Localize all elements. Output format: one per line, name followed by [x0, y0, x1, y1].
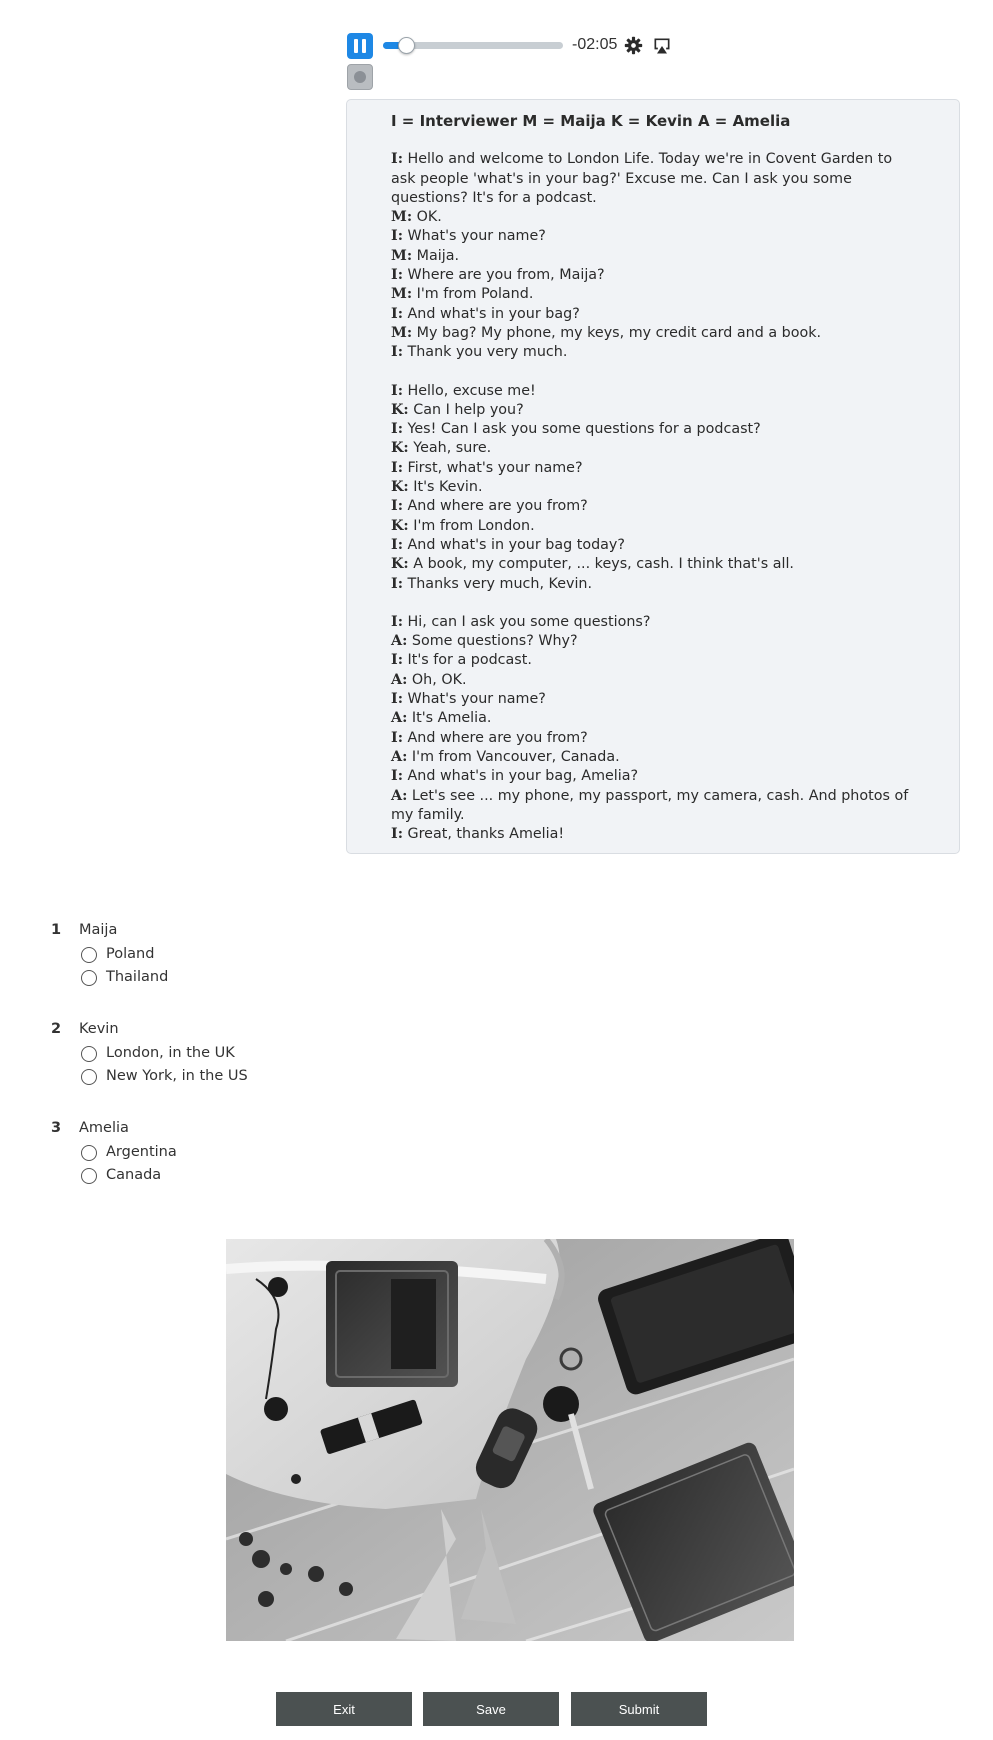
transcript-line — [391, 266, 919, 285]
option-label: Thailand — [106, 969, 169, 985]
speech-text: Hello, excuse me! — [407, 382, 536, 399]
transcript-line — [391, 517, 919, 536]
speech-text: Thank you very much. — [407, 344, 568, 361]
speech-text: What's your name? — [407, 228, 546, 245]
speech-text: I'm from Poland. — [416, 286, 534, 303]
speech-text: Some questions? Why? — [411, 633, 578, 650]
speaker-label: I: — [391, 691, 403, 708]
option-label: Argentina — [106, 1144, 177, 1160]
submit-button[interactable]: Submit — [571, 1692, 707, 1726]
speaker-label: I: — [391, 344, 403, 361]
option-label: Canada — [106, 1167, 162, 1183]
speaker-label: I: — [391, 151, 403, 168]
transcript-line — [391, 208, 919, 227]
speech-text: It's for a podcast. — [407, 652, 532, 669]
speech-text: And what's in your bag, Amelia? — [407, 768, 639, 785]
transcript-line — [391, 671, 919, 690]
airplay-icon[interactable] — [652, 36, 672, 56]
radio-button[interactable] — [81, 1046, 97, 1062]
transcript-line — [391, 439, 919, 458]
speech-text: And what's in your bag? — [407, 305, 580, 322]
radio-button[interactable] — [81, 970, 97, 986]
transcript-line — [391, 767, 919, 786]
time-remaining: -02:05 — [572, 36, 618, 53]
speaker-label: I: — [391, 459, 403, 476]
speech-text: Yeah, sure. — [413, 440, 492, 457]
transcript-line — [391, 478, 919, 497]
speaker-label: I: — [391, 613, 403, 630]
transcript-line — [391, 247, 919, 266]
question-number: 2 — [51, 1021, 62, 1037]
speech-text: Oh, OK. — [411, 671, 467, 688]
question-number: 3 — [51, 1120, 62, 1136]
audio-player — [347, 30, 677, 60]
speech-text: Great, thanks Amelia! — [407, 826, 565, 843]
radio-button[interactable] — [81, 947, 97, 963]
transcript-line — [391, 536, 919, 555]
speaker-label: M: — [391, 247, 413, 264]
transcript-section — [391, 613, 919, 845]
speaker-label: A: — [391, 710, 408, 727]
speech-text: Hello and welcome to London Life. Today we're in Covent Garden to ask people 'what's in your bag?' Excuse me. Can I ask you some questions? It's for a podcast. — [391, 151, 893, 206]
transcript-line — [391, 651, 919, 670]
speaker-label: M: — [391, 324, 413, 341]
speaker-label: K: — [391, 556, 409, 573]
speech-text: What's your name? — [407, 691, 546, 708]
speaker-label: I: — [391, 305, 403, 322]
speech-text: Thanks very much, Kevin. — [407, 575, 593, 592]
speaker-label: A: — [391, 748, 408, 765]
pause-icon — [354, 39, 358, 53]
speech-text: Yes! Can I ask you some questions for a podcast? — [407, 421, 761, 438]
transcript-line — [391, 459, 919, 478]
speaker-label: A: — [391, 633, 408, 650]
speech-text: It's Amelia. — [411, 710, 492, 727]
transcript-line — [391, 575, 919, 594]
transcript-line — [391, 150, 919, 208]
bag-contents-photo — [226, 1239, 794, 1641]
question-list — [48, 922, 548, 1219]
radio-button[interactable] — [81, 1168, 97, 1184]
speaker-label: I: — [391, 729, 403, 746]
speaker-label: K: — [391, 479, 409, 496]
option-label: Poland — [106, 946, 155, 962]
transcript-box — [346, 99, 960, 854]
speech-text: Hi, can I ask you some questions? — [407, 613, 651, 630]
transcript-line — [391, 324, 919, 343]
question-person-name: Kevin — [79, 1021, 119, 1037]
speech-text: I'm from London. — [413, 517, 535, 534]
speech-text: And what's in your bag today? — [407, 536, 625, 553]
speech-text: Where are you from, Maija? — [407, 267, 605, 284]
transcript-line — [391, 382, 919, 401]
speech-text: A book, my computer, ... keys, cash. I think that's all. — [413, 556, 794, 573]
speech-text: I'm from Vancouver, Canada. — [411, 748, 620, 765]
speaker-label: I: — [391, 826, 403, 843]
transcript-line — [391, 555, 919, 574]
radio-button[interactable] — [81, 1145, 97, 1161]
question-item — [48, 922, 548, 1021]
speaker-label: I: — [391, 536, 403, 553]
question-item — [48, 1021, 548, 1120]
transcript-section — [391, 382, 919, 594]
bag-contents-illustration — [226, 1239, 794, 1641]
speaker-label: K: — [391, 517, 409, 534]
speaker-label: I: — [391, 498, 403, 515]
transcript-line — [391, 825, 919, 844]
speech-text: It's Kevin. — [413, 479, 483, 496]
speaker-label: I: — [391, 267, 403, 284]
question-item — [48, 1120, 548, 1219]
question-person-name: Amelia — [79, 1120, 129, 1136]
transcript-line — [391, 787, 919, 826]
record-icon — [354, 71, 366, 83]
transcript-line — [391, 497, 919, 516]
speech-text: First, what's your name? — [407, 459, 583, 476]
transcript-line — [391, 632, 919, 651]
transcript-line — [391, 748, 919, 767]
transcript-legend: I = Interviewer M = Maija K = Kevin A = Amelia — [391, 112, 791, 130]
speech-text: Can I help you? — [413, 401, 524, 418]
transcript-line — [391, 343, 919, 362]
question-number: 1 — [51, 922, 62, 938]
transcript-line — [391, 613, 919, 632]
exit-button[interactable]: Exit — [276, 1692, 412, 1726]
speaker-label: I: — [391, 421, 403, 438]
speech-text: My bag? My phone, my keys, my credit card and a book. — [416, 324, 822, 341]
speaker-label: I: — [391, 652, 403, 669]
speech-text: OK. — [416, 209, 442, 226]
save-button[interactable]: Save — [423, 1692, 559, 1726]
settings-icon[interactable] — [624, 36, 643, 55]
speaker-label: I: — [391, 575, 403, 592]
speaker-label: I: — [391, 228, 403, 245]
pause-button[interactable] — [347, 33, 373, 59]
option-label: New York, in the US — [106, 1068, 248, 1084]
option-label: London, in the UK — [106, 1045, 235, 1061]
transcript-line — [391, 401, 919, 420]
progress-thumb[interactable] — [398, 37, 415, 54]
transcript-line — [391, 690, 919, 709]
audio-progress-slider[interactable] — [383, 42, 563, 49]
speech-text: Maija. — [416, 247, 460, 264]
speech-text: Let's see ... my phone, my passport, my camera, cash. And photos of my family. — [391, 787, 909, 823]
speaker-label: M: — [391, 286, 413, 303]
speaker-label: A: — [391, 787, 408, 804]
transcript-line — [391, 729, 919, 748]
speaker-label: K: — [391, 401, 409, 418]
speaker-label: A: — [391, 671, 408, 688]
transcript-line — [391, 305, 919, 324]
transcript-line — [391, 709, 919, 728]
transcript-line — [391, 420, 919, 439]
speaker-label: K: — [391, 440, 409, 457]
transcript-line — [391, 285, 919, 304]
speech-text: And where are you from? — [407, 498, 588, 515]
record-button[interactable] — [347, 64, 373, 90]
radio-button[interactable] — [81, 1069, 97, 1085]
question-person-name: Maija — [79, 922, 118, 938]
speech-text: And where are you from? — [407, 729, 588, 746]
speaker-label: I: — [391, 768, 403, 785]
speaker-label: I: — [391, 382, 403, 399]
transcript-line — [391, 227, 919, 246]
transcript-section — [391, 150, 919, 362]
speaker-label: M: — [391, 209, 413, 226]
